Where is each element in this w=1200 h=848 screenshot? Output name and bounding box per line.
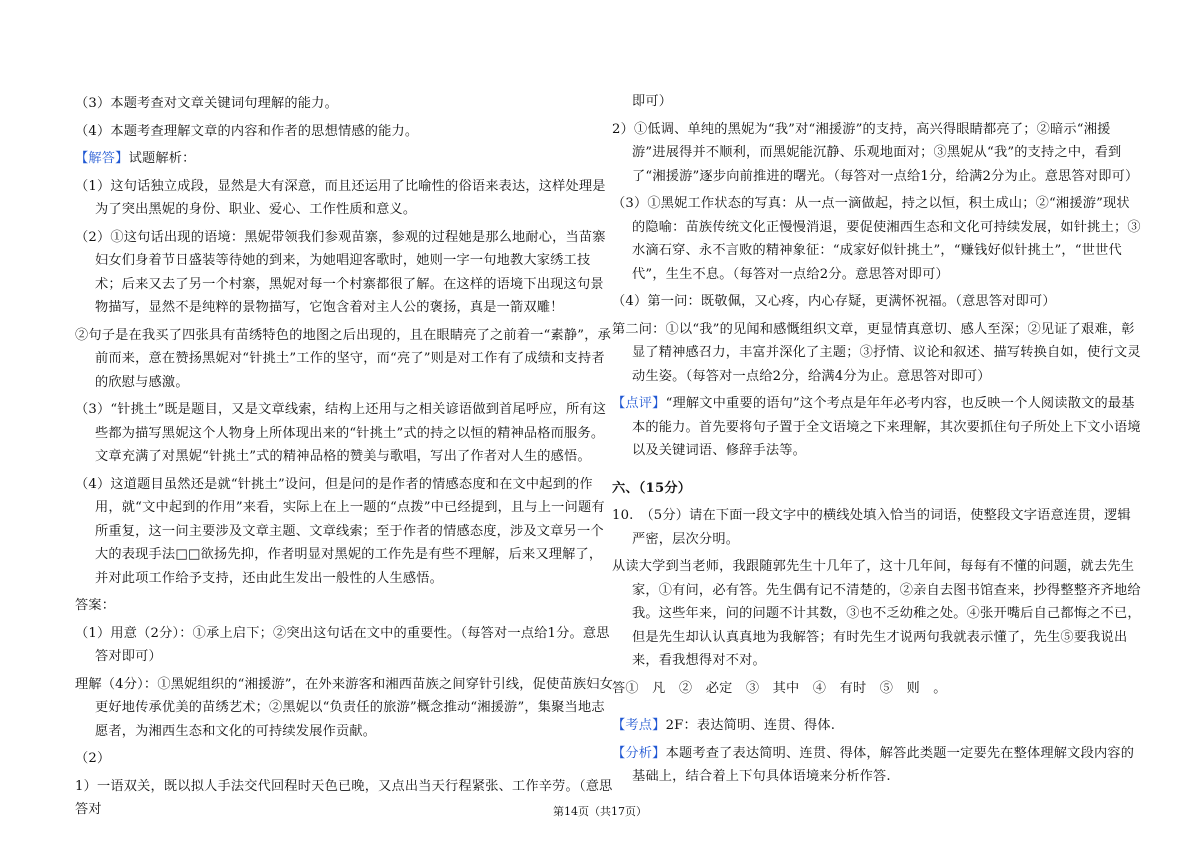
- answer-tag: 【解答】: [75, 151, 129, 166]
- left-column: [75, 92, 615, 826]
- comment-tag: 【点评】: [612, 396, 666, 411]
- right-column: [612, 90, 1142, 793]
- right-line-2: （3）①黑妮工作状态的写真：从一点一滴做起，持之以恒，积土成山；②“湘援游”现状的隐喻：苗族传统文化正慢慢消退，要促使湘西生态和文化可持续发展，如针挑土；③水滴石穿、永不言败的精神象征：“成家好似针挑土”，“赚钱好似针挑土”，“世世代代”，生生不息。（每答对一点给2分。意思答对即可）: [612, 196, 1141, 282]
- analysis-block: [612, 742, 1142, 789]
- comment-text: “理解文中重要的语句”这个考点是年年必考内容，也反映一个人阅读散文的最基本的能力。首先要将句子置于全文语境之下来理解，其次要抓住句子所处上下文小语境以及关键词语、修辞手法等。: [632, 396, 1141, 458]
- analysis-tag: 【分析】: [612, 745, 666, 761]
- left-line-6: （3）“针挑土”既是题目，又是文章线索，结构上还用与之相关谚语做到首尾呼应，所有这些都为描写黑妮这个人物身上所体现出来的“针挑土”式的持之以恒的精神品格而服务。文章充满了对黑妮“针挑土”式的精神品格的赞美与歌唱，写出了作者对人生的感悟。: [75, 402, 607, 464]
- right-line-1: 2）①低调、单纯的黑妮为“我”对“湘援游”的支持，高兴得眼睛都亮了；②暗示“湘援游”进展得并不顺利，而黑妮能沉静、乐观地面对；③黑妮从“我”的支持之中，看到了“湘援游”逐步向前推进的曙光。（每答对一点给1分，给满2分为止。意思答对即可）: [612, 121, 1139, 184]
- left-line-7: （4）这道题目虽然还是就“针挑土”设问，但是问的是作者的情感态度和在文中起到的作用，就“文中起到的作用”来看，实际上在上一题的“点拨”中已经提到，且与上一问题有所重复，这一问主要涉及文章主题、文章线索；至于作者的情感态度，涉及文章另一个大的表现手法□□欲扬先抑，作者明显对黑妮的工作先是有些不理解，后来又理解了，并对此项工作给予支持，还由此生发出一般性的人生感悟。: [75, 476, 605, 586]
- left-line-8: 答案：: [75, 598, 116, 613]
- answer-heading-text: 试题解析：: [128, 151, 196, 166]
- page-footer: 第14页（共17页）: [553, 805, 647, 818]
- left-line-1: （4）本题考查理解文章的内容和作者的思想情感的能力。: [75, 123, 419, 139]
- left-line-3: （1）这句话独立成段，显然是大有深意，而且还运用了比喻性的俗语来表达，这样处理是为了突出黑妮的身份、职业、爱心、工作性质和意义。: [75, 178, 606, 217]
- section-six-title: 六、（15分）: [612, 480, 692, 496]
- left-line-11: （2）: [75, 751, 111, 766]
- right-line-0: 即可）: [632, 94, 673, 109]
- left-line-0: （3）本题考查对文章关键词句理解的能力。: [75, 96, 338, 111]
- left-line-9: （1）用意（2分）：①承上启下；②突出这句话在文中的重要性。（每答对一点给1分。意思答对即可）: [75, 625, 610, 664]
- right-line-4: 第二问：①以“我”的见闻和感慨组织文章，更显情真意切、感人至深；②见证了艰难，彰显了精神感召力，丰富并深化了主题；③抒情、议论和叙述、描写转换自如，使行文灵动生姿。（每答对一点给2分，给满4分为止。意思答对即可）: [612, 321, 1141, 384]
- left-line-5: ②句子是在我买了四张具有苗绣特色的地图之后出现的，且在眼睛亮了之前着一“素静”，承前而来，意在赞扬黑妮对“针挑土”工作的坚守，而“亮了”则是对工作有了成绩和支持者的欣慰与感激。: [75, 327, 611, 390]
- left-line-10: 理解（4分）：①黑妮组织的“湘援游”，在外来游客和湘西苗族之间穿针引线，促使苗族妇女更好地传承优美的苗绣艺术；②黑妮以“负责任的旅游”概念推动“湘援游”，集聚当地志愿者，为湘西生态和文化的可持续发展作贡献。: [75, 676, 613, 739]
- question-10-passage: 从读大学到当老师，我跟随郭先生十几年了，这十几年间，每每有不懂的问题，就去先生家，①有问，必有答。先生偶有记不清楚的，②亲自去图书馆查来，抄得整整齐齐地给我。这些年来，问的问题不计其数，③也不乏幼稚之处。④张开嘴后自己都悔之不已，但是先生却认认真真地为我解答；有时先生才说两句我就表示懂了，先生⑤要我说出来，看我想得对不对。: [612, 559, 1141, 668]
- right-line-3: （4）第一问：既敬佩，又心疼，内心存疑，更满怀祝福。（意思答对即可）: [612, 294, 1056, 309]
- left-line-12: 1）一语双关，既以拟人手法交代回程时天色已晚，又点出当天行程紧张、工作辛劳。（意思答对: [75, 778, 613, 817]
- answer-heading: [75, 147, 615, 171]
- kaodian-tag: 【考点】: [612, 718, 666, 733]
- question-10: 10. （5分）请在下面一段文字中的横线处填入恰当的词语，使整段文字语意连贯，逻辑严密，层次分明。: [612, 508, 1131, 547]
- comment-block: [612, 392, 1142, 463]
- kaodian-text: 2F：表达简明、连贯、得体.: [665, 718, 836, 733]
- question-10-answer: 答① 凡 ② 必定 ③ 其中 ④ 有时 ⑤ 则 。: [612, 680, 947, 696]
- left-line-4: （2）①这句话出现的语境：黑妮带领我们参观苗寨，参观的过程她是那么地耐心，当苗寨妇女们身着节日盛装等待她的到来，为她唱迎客歌时，她则一字一句地教大家绣工技术；后来又去了另一个村寨，黑妮对每一个村寨都很了解。在这样的语境下出现这句景物描写，显然不是纯粹的景物描写，它饱含着对主人公的褒扬，真是一箭双雕！: [75, 229, 606, 315]
- kaodian-block: [612, 714, 1142, 738]
- analysis-text: 本题考查了表达简明、连贯、得体，解答此类题一定要先在整体理解文段内容的基础上，结合着上下句具体语境来分析作答.: [632, 745, 1135, 784]
